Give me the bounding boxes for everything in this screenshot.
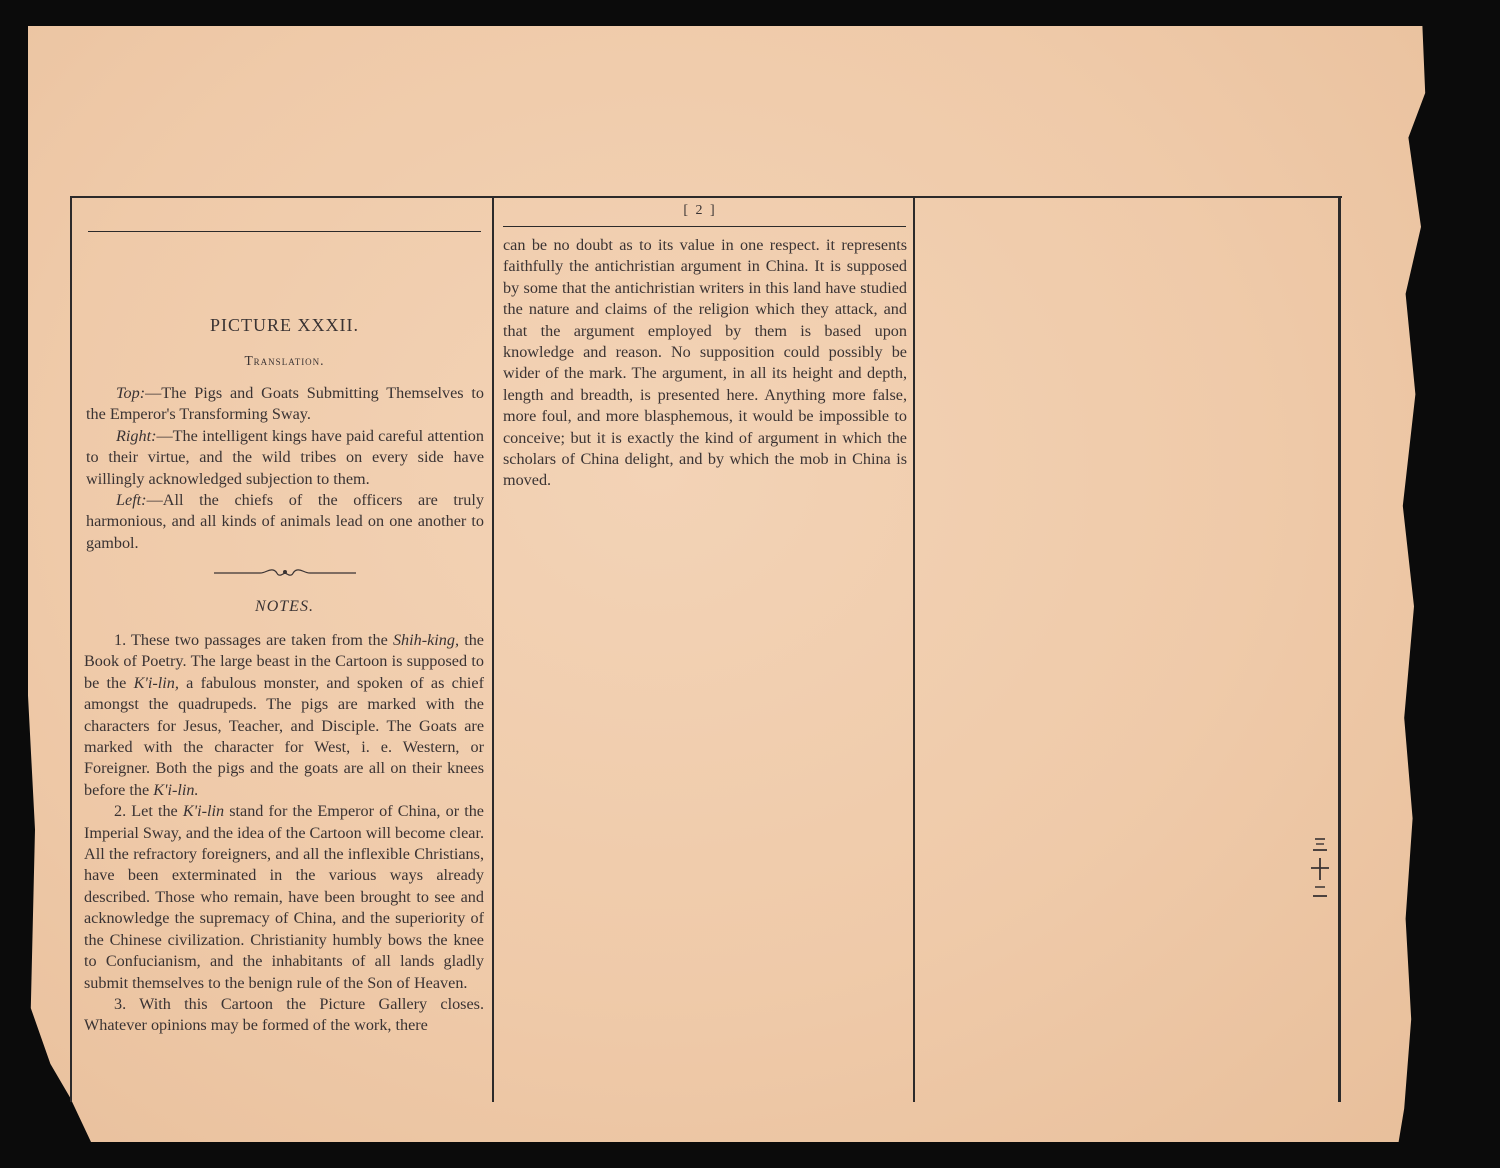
column-divider-2 xyxy=(913,196,915,1102)
chinese-page-number xyxy=(1305,836,1335,902)
left-frame-rule xyxy=(70,196,72,1102)
left-header-rule xyxy=(88,231,481,232)
translation-block xyxy=(86,383,484,554)
note-2: 2. Let the K'i-lin stand for the Emperor of China, or the Imperial Sway, and the idea of the Cartoon will become clear. All the refractory foreigners, and all the inflexible Christians, have been exterminated in the various ways already described. Those who remain, have been brought to see and acknowledge the supremacy of China, and the superiority of the Chinese civilization. Christianity humbly bows the knee to Confucianism, and the inhabitants of all lands gladly submit themselves to the benign rule of the Son of Heaven. xyxy=(84,802,484,992)
top-frame-rule xyxy=(72,196,1342,198)
right-frame-rule xyxy=(1338,196,1341,1102)
translation-right: Right:—The intelligent kings have paid careful attention to their virtue, and the wild tribes on every side have willingly acknowledged subjection to them. xyxy=(86,426,484,488)
column-divider-1 xyxy=(492,196,494,1102)
notes-heading: NOTES. xyxy=(255,598,314,615)
translation-subheading: Translation. xyxy=(244,353,325,368)
page-number: [ 2 ] xyxy=(683,203,717,218)
picture-heading: PICTURE XXXII. xyxy=(210,315,359,335)
flourish-divider xyxy=(212,566,358,580)
translation-left: Left:—All the chiefs of the officers are truly harmonious, and all kinds of animals lead on one another to gambol. xyxy=(86,491,484,552)
note-1: 1. These two passages are taken from the Shih-king, the Book of Poetry. The large beast in the Cartoon is supposed to be the K'i-lin, a fabulous monster, and spoken of as chief amongst the quadrupeds. The pigs are marked with the characters for Jesus, Teacher, and Disciple. The Goats are marked with the character for West, i. e. Western, or Foreigner. Both the pigs and the goats are all on their knees before the K'i-lin. xyxy=(84,631,484,799)
continuation-paragraph: can be no doubt as to its value in one respect. it represents faithfully the antichristian argument in China. It is supposed by some that the antichristian writers in this land have studied the nature and claims of the religion which they attack, and that the argument employed by them is based upon knowledge and reason. No supposition could possibly be wider of the mark. The argument, in all its height and depth, length and breadth, is presented here. Anything more false, more foul, and more blasphemous, it would be impossible to conceive; but it is exactly the kind of argument in which the scholars of China delight, and by which the mob in China is moved. xyxy=(503,236,907,490)
continuation-text xyxy=(503,235,907,492)
note-3: 3. With this Cartoon the Picture Gallery closes. Whatever opinions may be formed of the work, there xyxy=(84,994,484,1035)
notes-block xyxy=(84,630,484,1037)
translation-top: Top:—The Pigs and Goats Submitting Themselves to the Emperor's Transforming Sway. xyxy=(86,384,484,424)
middle-header-rule xyxy=(503,226,906,227)
